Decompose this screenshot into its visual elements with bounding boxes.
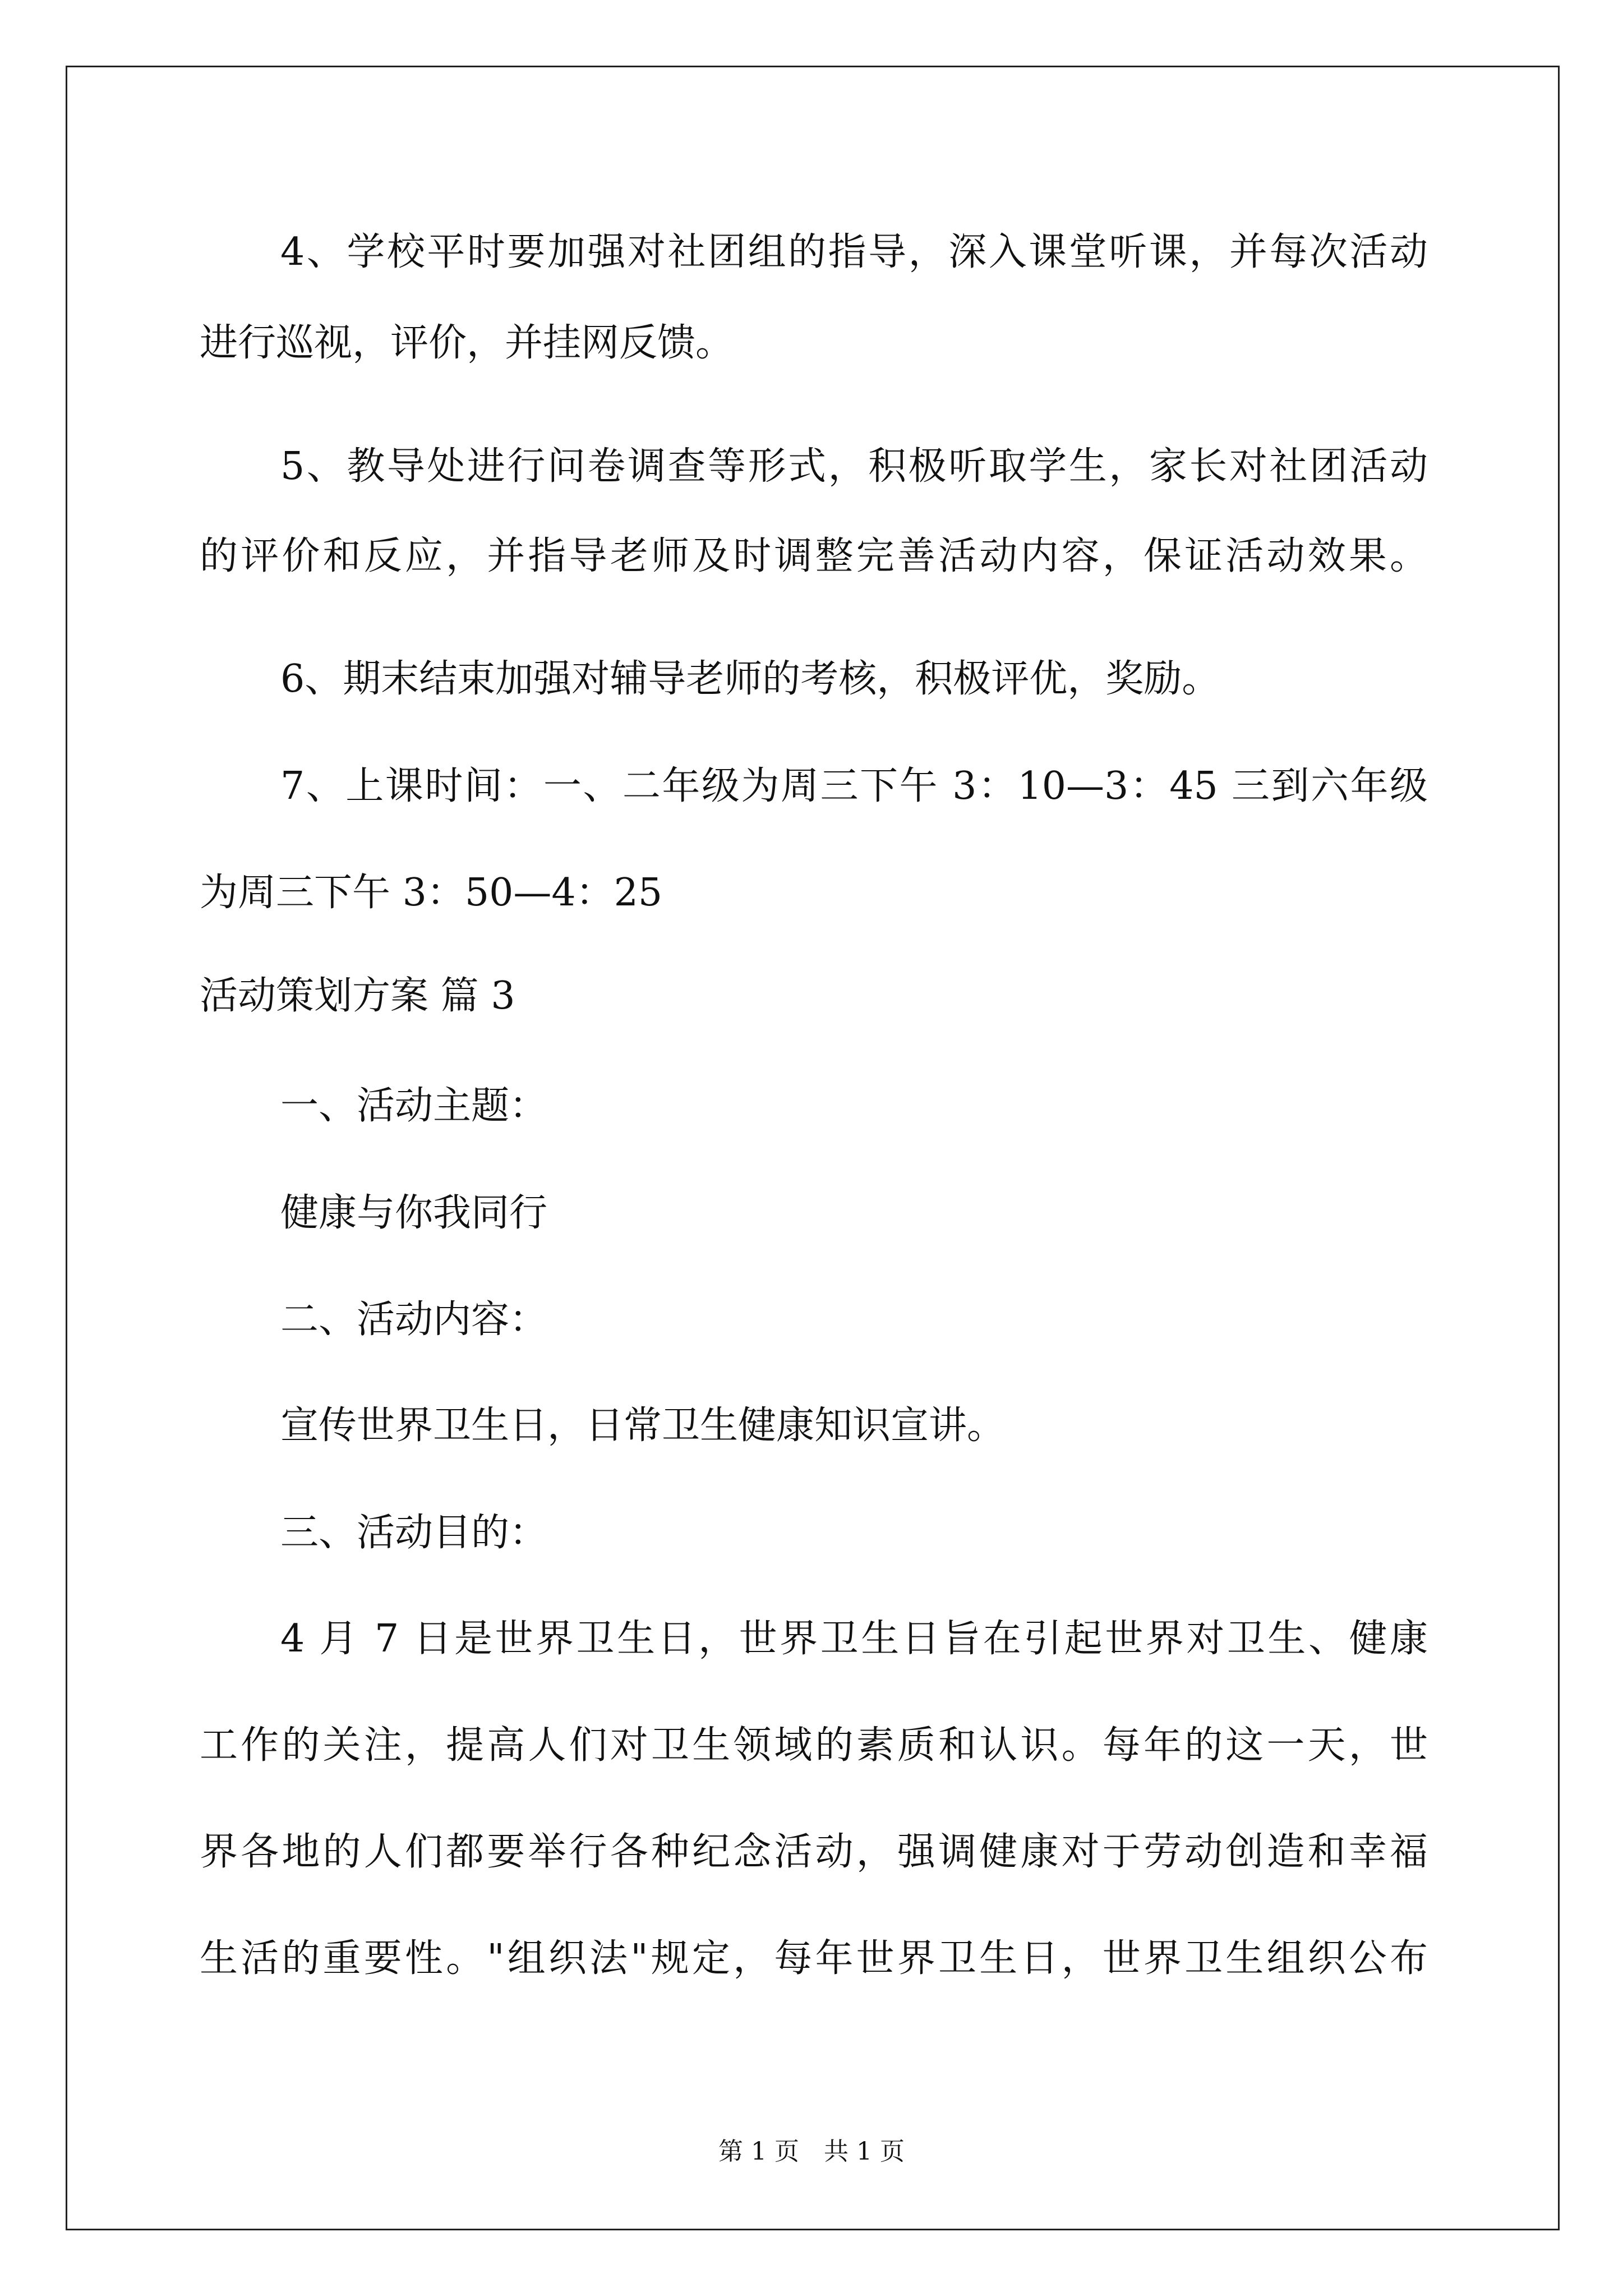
- text-line: 二、活动内容：: [280, 1297, 548, 1342]
- text-line: 6、期末结束加强对辅导老师的考核，积极评优，奖励。: [280, 657, 1220, 701]
- text-line: 5、教导处进行问卷调查等形式，积极听取学生，家长对社团活动: [280, 444, 1428, 489]
- text-line: 7、上课时间：一、二年级为周三下午 3：10—3：45 三到六年级: [280, 764, 1428, 808]
- text-line: 4 月 7 日是世界卫生日，世界卫生日旨在引起世界对卫生、健康: [280, 1617, 1428, 1661]
- page-number: 第 1 页: [718, 2137, 799, 2166]
- text-line: 进行巡视，评价，并挂网反馈。: [200, 321, 734, 365]
- text-line: 生活的重要性。"组织法"规定，每年世界卫生日，世界卫生组织公布: [200, 1936, 1428, 1981]
- text-line: 为周三下午 3：50—4：25: [200, 871, 663, 915]
- page-footer: [0, 2136, 1623, 2168]
- text-line: 工作的关注，提高人们对卫生领域的素质和认识。每年的这一天，世: [200, 1723, 1428, 1768]
- text-line: 健康与你我同行: [280, 1191, 548, 1235]
- page-total: 共 1 页: [824, 2137, 905, 2166]
- section-heading: 活动策划方案 篇 3: [200, 974, 515, 1018]
- text-line: 一、活动主题：: [280, 1084, 548, 1128]
- text-line: 界各地的人们都要举行各种纪念活动，强调健康对于劳动创造和幸福: [200, 1830, 1428, 1874]
- page-border: [66, 66, 1560, 2230]
- text-line: 4、学校平时要加强对社团组的指导，深入课堂听课，并每次活动: [280, 230, 1428, 274]
- text-line: 的评价和反应，并指导老师及时调整完善活动内容，保证活动效果。: [200, 534, 1428, 578]
- text-line: 宣传世界卫生日，日常卫生健康知识宣讲。: [280, 1404, 1006, 1448]
- text-line: 三、活动目的：: [280, 1511, 548, 1555]
